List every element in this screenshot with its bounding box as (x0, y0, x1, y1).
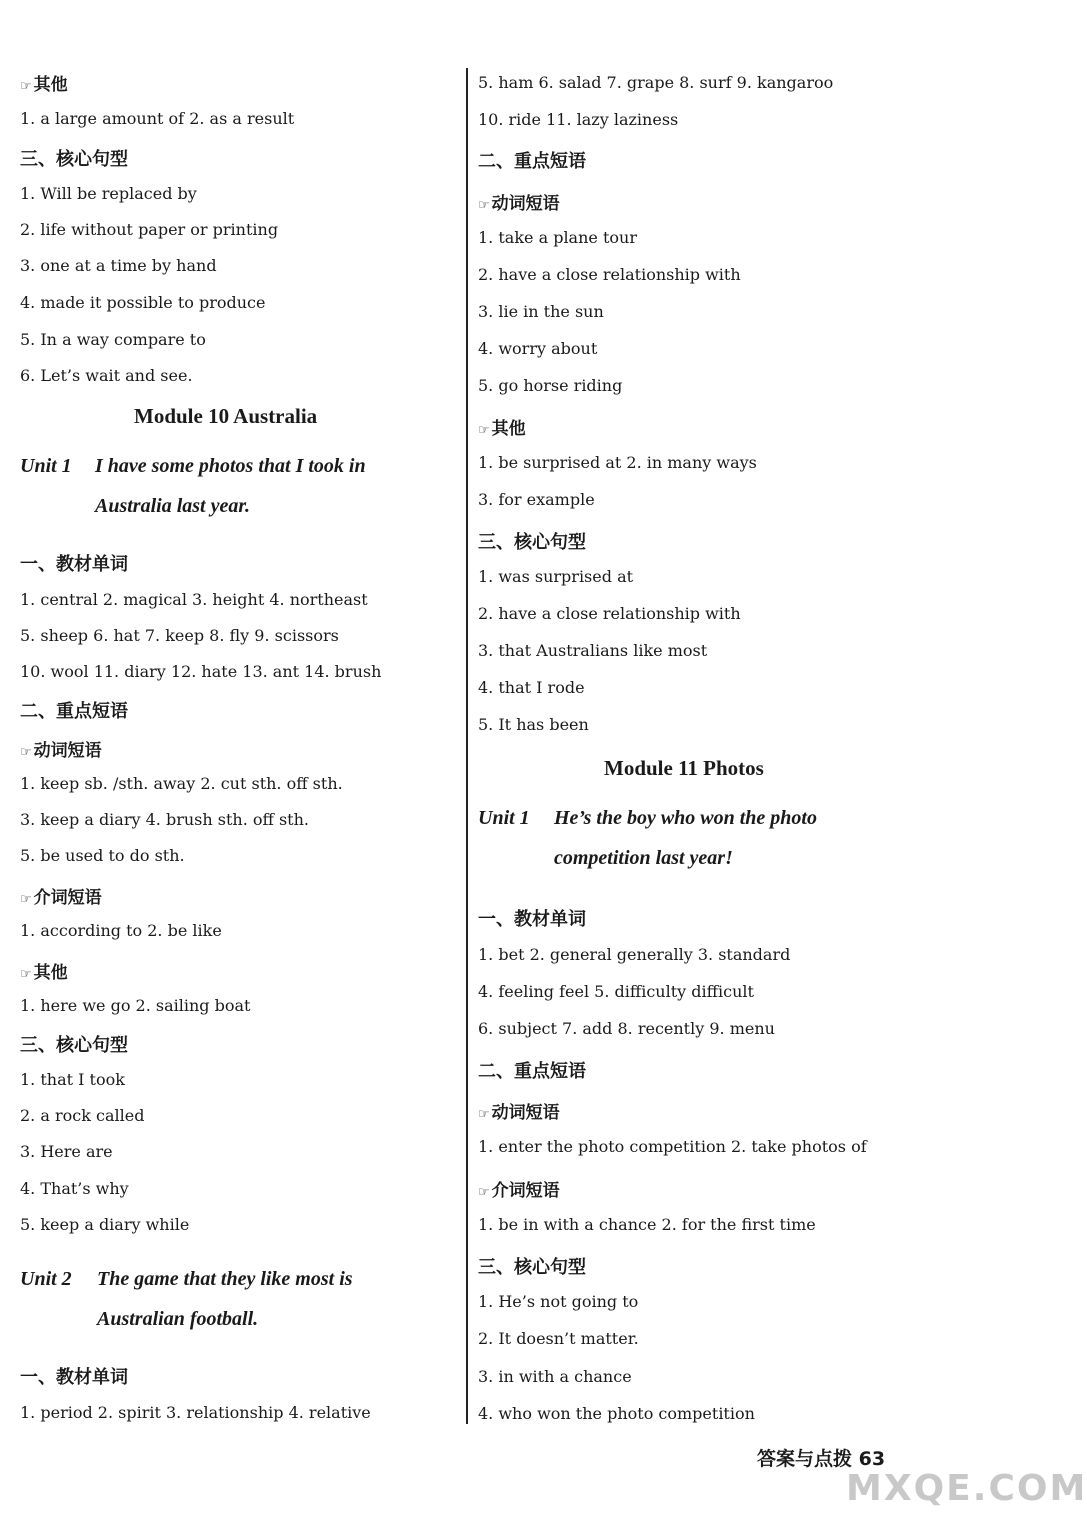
answer-line: 3. that Australians like most (478, 641, 708, 660)
answer-line: 4. that I rode (478, 678, 585, 697)
unit-title: Australia last year. (95, 495, 251, 517)
answer-line: 3. one at a time by hand (20, 256, 217, 275)
answer-line: 2. It doesn’t matter. (478, 1329, 639, 1348)
answer-line: 1. bet 2. general generally 3. standard (478, 945, 791, 964)
answer-line: 1. according to 2. be like (20, 921, 222, 940)
pointing-hand-icon: ☞ (20, 79, 32, 94)
answer-line: 5. be used to do sth. (20, 846, 185, 865)
answer-line: 1. that I took (20, 1070, 125, 1089)
answer-line: 4. worry about (478, 339, 598, 358)
answer-line: 1. be in with a chance 2. for the first time (478, 1215, 816, 1234)
answer-line: 1. here we go 2. sailing boat (20, 996, 251, 1015)
answer-line: 1. He’s not going to (478, 1292, 639, 1311)
page-number: 63 (858, 1448, 886, 1470)
section-heading: 一、教材单词 (20, 554, 128, 575)
subheading: ☞ 其他 (20, 75, 68, 95)
answer-line: 6. subject 7. add 8. recently 9. menu (478, 1019, 775, 1038)
section-heading: 三、核心句型 (478, 1257, 586, 1278)
answer-line: 2. have a close relationship with (478, 265, 741, 284)
section-heading: 二、重点短语 (478, 1061, 586, 1082)
answer-line: 3. in with a chance (478, 1367, 632, 1386)
pointing-hand-icon: ☞ (478, 1107, 490, 1122)
answer-line: 2. life without paper or printing (20, 220, 279, 239)
pointing-hand-icon: ☞ (478, 1185, 490, 1200)
unit-title: The game that they like most is (97, 1268, 353, 1290)
subheading: ☞ 动词短语 (478, 1103, 560, 1123)
subheading: ☞ 介词短语 (20, 888, 102, 908)
subheading: ☞ 动词短语 (20, 741, 102, 761)
answer-line: 1. central 2. magical 3. height 4. northeast (20, 590, 368, 609)
answer-line: 3. lie in the sun (478, 302, 604, 321)
answer-line: 1. enter the photo competition 2. take photos of (478, 1137, 867, 1156)
section-heading: 一、教材单词 (20, 1367, 128, 1388)
pointing-hand-icon: ☞ (478, 198, 490, 213)
subheading: ☞ 其他 (478, 419, 526, 439)
unit-title: competition last year! (554, 847, 733, 869)
answer-line: 3. Here are (20, 1142, 113, 1161)
section-heading: 二、重点短语 (478, 151, 586, 172)
pointing-hand-icon: ☞ (20, 745, 32, 760)
footer-label: 答案与点拨 (757, 1448, 853, 1470)
answer-line: 5. go horse riding (478, 376, 623, 395)
unit-label: Unit 2 (20, 1268, 72, 1290)
unit-label: Unit 1 (478, 807, 530, 829)
unit-label: Unit 1 (20, 455, 72, 477)
section-heading: 三、核心句型 (20, 1035, 128, 1056)
answer-line: 2. a rock called (20, 1106, 145, 1125)
answer-line: 1. was surprised at (478, 567, 634, 586)
pointing-hand-icon: ☞ (20, 967, 32, 982)
answer-line: 5. ham 6. salad 7. grape 8. surf 9. kangaroo (478, 73, 834, 92)
answer-line: 5. keep a diary while (20, 1215, 190, 1234)
watermark-logo: MXQE.COM (846, 1468, 1087, 1509)
answer-line: 10. wool 11. diary 12. hate 13. ant 14. brush (20, 662, 382, 681)
answer-line: 4. feeling feel 5. difficulty difficult (478, 982, 754, 1001)
answer-line: 10. ride 11. lazy laziness (478, 110, 679, 129)
answer-line: 1. be surprised at 2. in many ways (478, 453, 757, 472)
subheading: ☞ 介词短语 (478, 1181, 560, 1201)
answer-line: 6. Let’s wait and see. (20, 366, 193, 385)
answer-line: 1. Will be replaced by (20, 184, 197, 203)
unit-title: I have some photos that I took in (95, 455, 366, 477)
module-title: Module 11 Photos (604, 756, 764, 780)
answer-line: 5. sheep 6. hat 7. keep 8. fly 9. scissors (20, 626, 339, 645)
page-footer (757, 1444, 885, 1471)
section-heading: 三、核心句型 (20, 149, 128, 170)
answer-line: 1. take a plane tour (478, 228, 637, 247)
pointing-hand-icon: ☞ (20, 892, 32, 907)
answer-line: 4. who won the photo competition (478, 1404, 755, 1423)
section-heading: 一、教材单词 (478, 909, 586, 930)
answer-line: 2. have a close relationship with (478, 604, 741, 623)
subheading: ☞ 动词短语 (478, 194, 560, 214)
answer-line: 4. That’s why (20, 1179, 129, 1198)
section-heading: 三、核心句型 (478, 532, 586, 553)
pointing-hand-icon: ☞ (478, 423, 490, 438)
unit-title: He’s the boy who won the photo (554, 807, 817, 829)
unit-title: Australian football. (97, 1308, 259, 1330)
answer-line: 3. keep a diary 4. brush sth. off sth. (20, 810, 309, 829)
column-divider (466, 68, 468, 1424)
answer-line: 1. period 2. spirit 3. relationship 4. relative (20, 1403, 371, 1422)
answer-line: 3. for example (478, 490, 595, 509)
subheading: ☞ 其他 (20, 963, 68, 983)
section-heading: 二、重点短语 (20, 701, 128, 722)
answer-line: 4. made it possible to produce (20, 293, 266, 312)
answer-line: 1. a large amount of 2. as a result (20, 109, 295, 128)
answer-line: 5. In a way compare to (20, 330, 206, 349)
answer-line: 1. keep sb. /sth. away 2. cut sth. off sth. (20, 774, 343, 793)
answer-line: 5. It has been (478, 715, 589, 734)
module-title: Module 10 Australia (134, 404, 318, 428)
